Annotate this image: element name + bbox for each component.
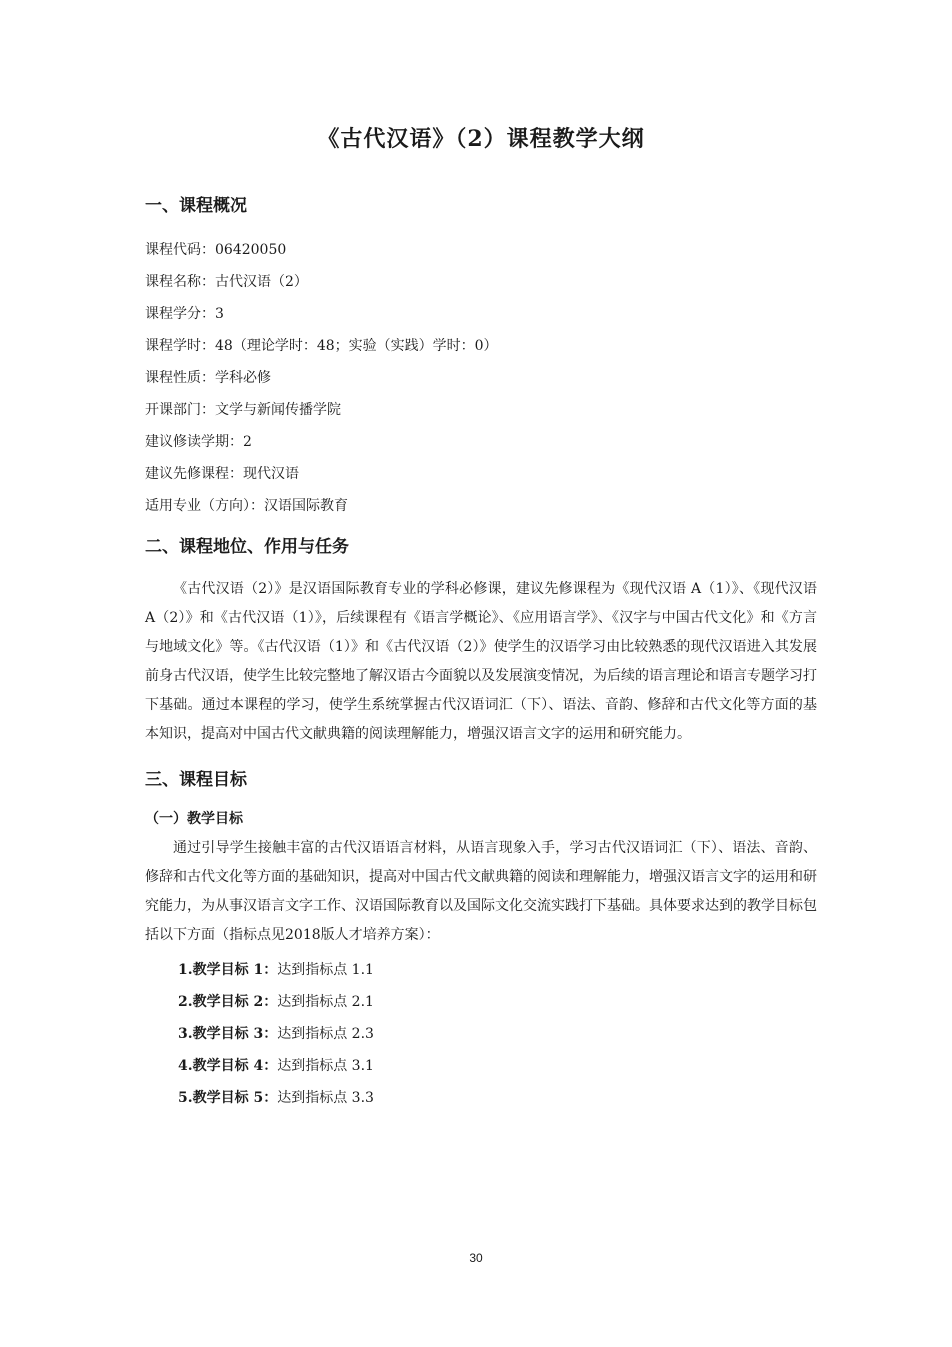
goal-item bbox=[178, 1050, 817, 1082]
course-major: 适用专业（方向）：汉语国际教育 bbox=[145, 498, 348, 514]
objectives-paragraph: 通过引导学生接触丰富的古代汉语语言材料，从语言现象入手，学习古代汉语词汇（下）、语法、音韵、修辞和古代文化等方面的基础知识，提高对中国古代文献典籍的阅读和理解能力，增强汉语言文字的运用和研究能力，为从事汉语言文字工作、汉语国际教育以及国际文化交流实践打下基础。具体要求达到的教学目标包括以下方面（指标点见2018版人才培养方案）： bbox=[145, 840, 817, 943]
goal-text: 达到指标点 3.3 bbox=[277, 1090, 374, 1106]
goal-label: 1.教学目标 1： bbox=[178, 962, 278, 978]
course-credits: 课程学分：3 bbox=[145, 306, 224, 322]
course-prerequisite: 建议先修课程：现代汉语 bbox=[145, 466, 299, 482]
course-code: 课程代码：06420050 bbox=[145, 242, 287, 258]
section-heading-role: 二、课程地位、作用与任务 bbox=[145, 537, 349, 557]
goal-item bbox=[178, 1018, 817, 1050]
course-hours: 课程学时：48（理论学时：48；实验（实践）学时：0） bbox=[145, 338, 498, 354]
course-semester: 建议修读学期：2 bbox=[145, 434, 252, 450]
section-heading-overview: 一、课程概况 bbox=[145, 196, 247, 216]
goals-list bbox=[145, 954, 817, 1114]
goal-item bbox=[178, 986, 817, 1018]
page-number: 30 bbox=[469, 1251, 483, 1265]
goal-item bbox=[178, 1082, 817, 1114]
course-department: 开课部门：文学与新闻传播学院 bbox=[145, 402, 341, 418]
subsection-heading-teaching-goals: （一）教学目标 bbox=[145, 811, 243, 827]
course-info-list bbox=[145, 234, 817, 522]
goal-text: 达到指标点 3.1 bbox=[277, 1058, 374, 1074]
section-heading-objectives: 三、课程目标 bbox=[145, 770, 247, 790]
goal-label: 4.教学目标 4： bbox=[178, 1058, 278, 1074]
goal-item bbox=[178, 954, 817, 986]
goal-label: 3.教学目标 3： bbox=[178, 1026, 278, 1042]
document-page bbox=[145, 122, 817, 1114]
course-nature: 课程性质：学科必修 bbox=[145, 370, 271, 386]
goal-label: 2.教学目标 2： bbox=[178, 994, 278, 1010]
goal-label: 5.教学目标 5： bbox=[178, 1090, 278, 1106]
role-paragraph: 《古代汉语（2）》是汉语国际教育专业的学科必修课，建议先修课程为《现代汉语 A（1）》、《现代汉语 A（2）》和《古代汉语（1）》，后续课程有《语言学概论》、《应用语言学》、《汉字与中国古代文化》和《方言与地域文化》等。《古代汉语（1）》和《古代汉语（2）》使学生的汉语学习由比较熟悉的现代汉语进入其发展前身古代汉语，使学生比较完整地了解汉语古今面貌以及发展演变情况，为后续的语言理论和语言专题学习打下基础。通过本课程的学习，使学生系统掌握古代汉语词汇（下）、语法、音韵、修辞和古代文化等方面的基本知识，提高对中国古代文献典籍的阅读理解能力，增强汉语言文字的运用和研究能力。 bbox=[145, 581, 817, 742]
course-name: 课程名称：古代汉语（2） bbox=[145, 274, 308, 290]
document-title: 《古代汉语》（2）课程教学大纲 bbox=[317, 126, 645, 152]
goal-text: 达到指标点 1.1 bbox=[277, 962, 374, 978]
goal-text: 达到指标点 2.1 bbox=[277, 994, 374, 1010]
goal-text: 达到指标点 2.3 bbox=[277, 1026, 374, 1042]
